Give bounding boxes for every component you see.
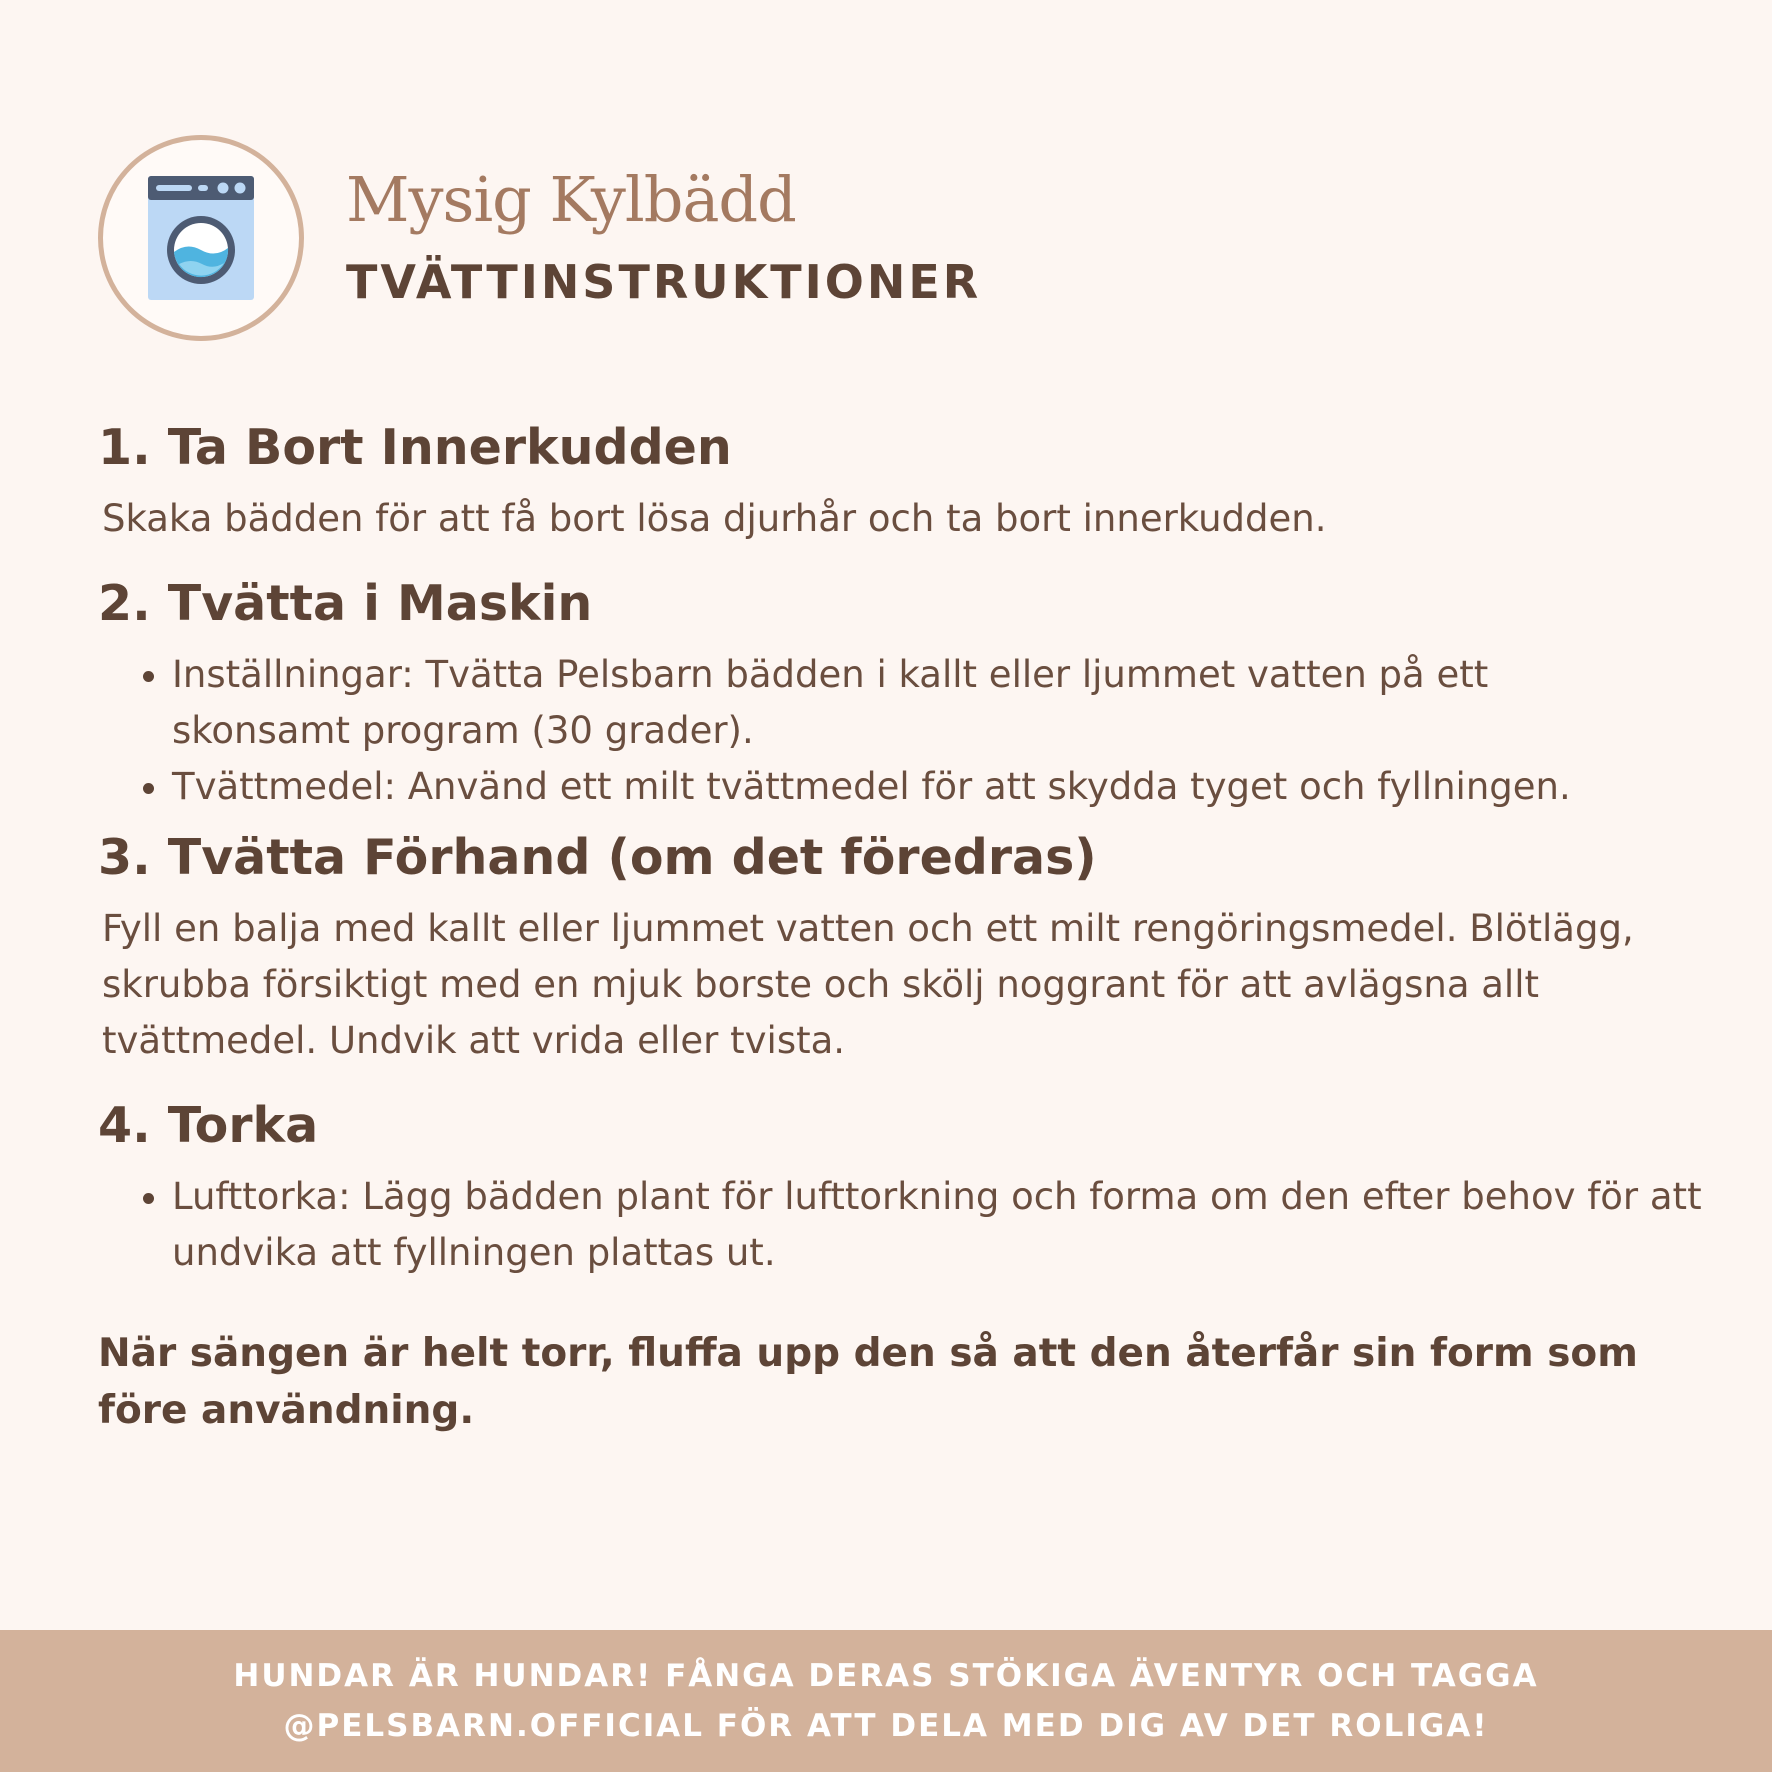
- instructions: [98, 405, 1702, 1439]
- section-heading: 4. Torka: [98, 1097, 319, 1154]
- bullet-list: [98, 1169, 1702, 1281]
- bullet-list: [98, 647, 1698, 815]
- list-item: • Tvättmedel: Använd ett milt tvättmedel för att skydda tyget och fyllningen.: [172, 759, 1612, 815]
- brand-title: Mysig Kylbädd: [346, 163, 796, 237]
- list-item: • Inställningar: Tvätta Pelsbarn bädden i kallt eller ljummet vatten på ett skonsamt program (30 grader).: [172, 647, 1612, 759]
- section-heading: 1. Ta Bort Innerkudden: [98, 419, 732, 476]
- section-heading: 2. Tvätta i Maskin: [98, 575, 593, 632]
- footer-text: HUNDAR ÄR HUNDAR! FÅNGA DERAS STÖKIGA ÄVENTYR OCH TAGGA @PELSBARN.OFFICIAL FÖR ATT DELA MED DIG AV DET ROLIGA!: [233, 1658, 1539, 1744]
- closing-note: När sängen är helt torr, fluffa upp den så att den återfår sin form som före användning.: [98, 1331, 1638, 1433]
- footer-banner: [0, 1630, 1772, 1772]
- logo-badge: [98, 135, 304, 341]
- section-text: Fyll en balja med kallt eller ljummet vatten och ett milt rengöringsmedel. Blötlägg, skrubba försiktigt med en mjuk borste och skölj noggrant för att avlägsna allt tvättmedel. Undvik att vrida eller tvista.: [102, 907, 1634, 1062]
- section-text: Skaka bädden för att få bort lösa djurhår och ta bort innerkudden.: [102, 497, 1327, 540]
- list-item: • Lufttorka: Lägg bädden plant för lufttorkning och forma om den efter behov för att undvika att fyllningen plattas ut.: [172, 1169, 1702, 1281]
- washing-machine-icon: [146, 174, 256, 302]
- header: [98, 135, 981, 341]
- section-heading: 3. Tvätta Förhand (om det föredras): [98, 829, 1097, 886]
- page-title: TVÄTTINSTRUKTIONER: [346, 254, 982, 309]
